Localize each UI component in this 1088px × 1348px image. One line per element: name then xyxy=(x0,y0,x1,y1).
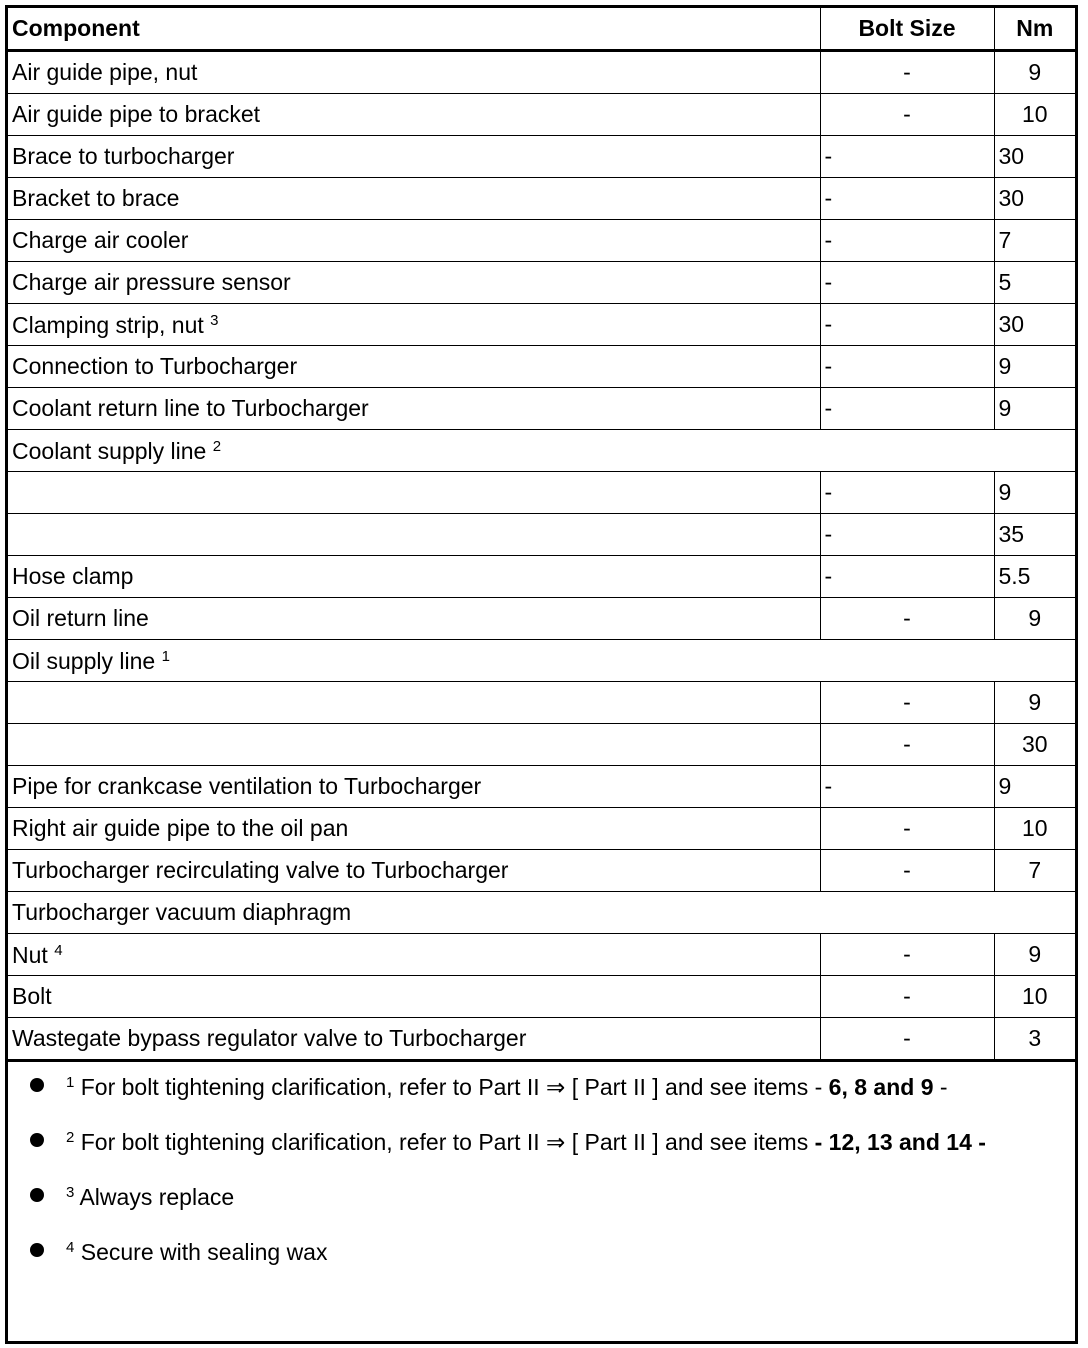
component-cell xyxy=(8,472,820,514)
footnote-items-ref: 6, 8 and 9 xyxy=(828,1074,934,1100)
bolt-size-cell: - xyxy=(820,262,994,304)
footnote-text xyxy=(66,1239,327,1266)
nm-cell: 9 xyxy=(994,51,1075,94)
component-cell xyxy=(8,598,820,640)
footnote-item xyxy=(8,1227,1075,1282)
footnote-ref: 2 xyxy=(212,437,222,455)
header-bolt-size: Bolt Size xyxy=(820,8,994,51)
component-cell xyxy=(8,808,820,850)
nm-cell: 35 xyxy=(994,514,1075,556)
footnote-body: For bolt tightening clarification, refer to Part II ⇒ [ Part II ] and see items xyxy=(80,1129,815,1155)
footnote-text xyxy=(66,1129,986,1156)
footnote-text xyxy=(66,1074,948,1101)
bolt-size-cell: - xyxy=(820,388,994,430)
footnote-body: Secure with sealing wax xyxy=(80,1239,328,1265)
footnote-ref: 1 xyxy=(161,647,170,665)
table-row xyxy=(8,136,1075,178)
component-name: Charge air pressure sensor xyxy=(12,269,291,295)
component-cell xyxy=(8,640,1075,682)
nm-cell: 3 xyxy=(994,1018,1075,1061)
table-row xyxy=(8,94,1075,136)
bolt-size-cell: - xyxy=(820,598,994,640)
component-name: Air guide pipe, nut xyxy=(12,59,198,85)
bolt-size-cell: - xyxy=(820,1018,994,1061)
component-cell xyxy=(8,304,820,346)
table-row xyxy=(8,388,1075,430)
table-header-row xyxy=(8,8,1075,51)
footnote-number: 3 xyxy=(66,1184,75,1201)
component-cell xyxy=(8,766,820,808)
footnote-item xyxy=(8,1117,1075,1172)
component-name: Hose clamp xyxy=(12,563,134,589)
table-row xyxy=(8,682,1075,724)
component-cell xyxy=(8,514,820,556)
header-nm: Nm xyxy=(994,8,1075,51)
bullet-icon xyxy=(30,1078,44,1092)
component-cell xyxy=(8,51,820,94)
component-cell xyxy=(8,850,820,892)
component-name: Connection to Turbocharger xyxy=(12,353,298,379)
bolt-size-cell: - xyxy=(820,51,994,94)
component-cell xyxy=(8,934,820,976)
nm-cell: 7 xyxy=(994,850,1075,892)
nm-cell: 9 xyxy=(994,598,1075,640)
table-row xyxy=(8,766,1075,808)
footnote-items-ref: - 12, 13 and 14 - xyxy=(814,1129,986,1155)
component-cell xyxy=(8,136,820,178)
footnote-text xyxy=(66,1184,234,1211)
table-row xyxy=(8,640,1075,682)
component-name: Bolt xyxy=(12,983,52,1009)
component-cell xyxy=(8,724,820,766)
component-name: Clamping strip, nut xyxy=(12,311,204,338)
nm-cell: 9 xyxy=(994,682,1075,724)
bolt-size-cell: - xyxy=(820,136,994,178)
component-cell xyxy=(8,94,820,136)
component-name: Oil supply line xyxy=(12,647,156,674)
component-cell xyxy=(8,682,820,724)
bolt-size-cell: - xyxy=(820,514,994,556)
component-cell xyxy=(8,220,820,262)
nm-cell: 30 xyxy=(994,304,1075,346)
nm-cell: 9 xyxy=(994,934,1075,976)
footnote-body: For bolt tightening clarification, refer to Part II ⇒ [ Part II ] and see items - xyxy=(80,1074,829,1100)
bolt-size-cell: - xyxy=(820,934,994,976)
bolt-size-cell: - xyxy=(820,724,994,766)
bullet-icon xyxy=(30,1188,44,1202)
nm-cell: 10 xyxy=(994,94,1075,136)
nm-cell: 9 xyxy=(994,472,1075,514)
component-cell xyxy=(8,976,820,1018)
bolt-size-cell: - xyxy=(820,472,994,514)
footnote-tail: - xyxy=(933,1074,948,1100)
component-name: Turbocharger vacuum diaphragm xyxy=(12,899,352,925)
bolt-size-cell: - xyxy=(820,766,994,808)
bolt-size-cell: - xyxy=(820,808,994,850)
component-name: Wastegate bypass regulator valve to Turbocharger xyxy=(12,1025,527,1051)
table-row xyxy=(8,850,1075,892)
torque-spec-table xyxy=(8,8,1075,1062)
table-row xyxy=(8,472,1075,514)
component-cell xyxy=(8,178,820,220)
component-name: Turbocharger recirculating valve to Turbocharger xyxy=(12,857,509,883)
table-row xyxy=(8,430,1075,472)
nm-cell: 10 xyxy=(994,976,1075,1018)
nm-cell: 9 xyxy=(994,346,1075,388)
table-row xyxy=(8,556,1075,598)
table-row xyxy=(8,892,1075,934)
footnote-number: 4 xyxy=(66,1239,75,1256)
footnote-ref: 4 xyxy=(54,941,63,959)
footnotes-list xyxy=(8,1062,1075,1282)
table-row xyxy=(8,262,1075,304)
component-cell xyxy=(8,892,1075,934)
component-name: Coolant supply line xyxy=(12,437,207,464)
bolt-size-cell: - xyxy=(820,94,994,136)
component-name: Charge air cooler xyxy=(12,227,189,253)
table-row xyxy=(8,304,1075,346)
component-cell xyxy=(8,556,820,598)
nm-cell: 5 xyxy=(994,262,1075,304)
table-row xyxy=(8,1018,1075,1061)
component-cell xyxy=(8,388,820,430)
bolt-size-cell: - xyxy=(820,304,994,346)
table-row xyxy=(8,514,1075,556)
table-body xyxy=(8,51,1075,1061)
bullet-icon xyxy=(30,1133,44,1147)
table-row xyxy=(8,178,1075,220)
nm-cell: 9 xyxy=(994,766,1075,808)
component-cell xyxy=(8,1018,820,1061)
table-row xyxy=(8,724,1075,766)
bolt-size-cell: - xyxy=(820,178,994,220)
footnote-number: 1 xyxy=(66,1074,75,1091)
torque-spec-document xyxy=(5,5,1078,1344)
table-row xyxy=(8,976,1075,1018)
component-name: Bracket to brace xyxy=(12,185,180,211)
table-row xyxy=(8,51,1075,94)
nm-cell: 7 xyxy=(994,220,1075,262)
bolt-size-cell: - xyxy=(820,556,994,598)
component-cell xyxy=(8,262,820,304)
table-row xyxy=(8,934,1075,976)
nm-cell: 30 xyxy=(994,724,1075,766)
bullet-icon xyxy=(30,1243,44,1257)
nm-cell: 30 xyxy=(994,178,1075,220)
nm-cell: 30 xyxy=(994,136,1075,178)
component-name: Oil return line xyxy=(12,605,149,631)
table-row xyxy=(8,220,1075,262)
table-row xyxy=(8,808,1075,850)
component-name: Air guide pipe to bracket xyxy=(12,101,261,127)
component-name: Pipe for crankcase ventilation to Turbocharger xyxy=(12,773,482,799)
nm-cell: 9 xyxy=(994,388,1075,430)
table-row xyxy=(8,598,1075,640)
component-cell xyxy=(8,346,820,388)
component-name: Brace to turbocharger xyxy=(12,143,235,169)
footnote-item xyxy=(8,1062,1075,1117)
component-name: Right air guide pipe to the oil pan xyxy=(12,815,349,841)
component-cell xyxy=(8,430,1075,472)
nm-cell: 10 xyxy=(994,808,1075,850)
table-row xyxy=(8,346,1075,388)
component-name: Nut xyxy=(12,941,48,968)
bolt-size-cell: - xyxy=(820,976,994,1018)
header-component: Component xyxy=(8,8,820,51)
footnote-ref: 3 xyxy=(210,311,219,329)
bolt-size-cell: - xyxy=(820,346,994,388)
footnote-body: Always replace xyxy=(79,1184,235,1210)
footnote-number: 2 xyxy=(66,1129,75,1146)
bolt-size-cell: - xyxy=(820,682,994,724)
component-name: Coolant return line to Turbocharger xyxy=(12,395,369,421)
nm-cell: 5.5 xyxy=(994,556,1075,598)
bolt-size-cell: - xyxy=(820,850,994,892)
footnote-item xyxy=(8,1172,1075,1227)
bolt-size-cell: - xyxy=(820,220,994,262)
